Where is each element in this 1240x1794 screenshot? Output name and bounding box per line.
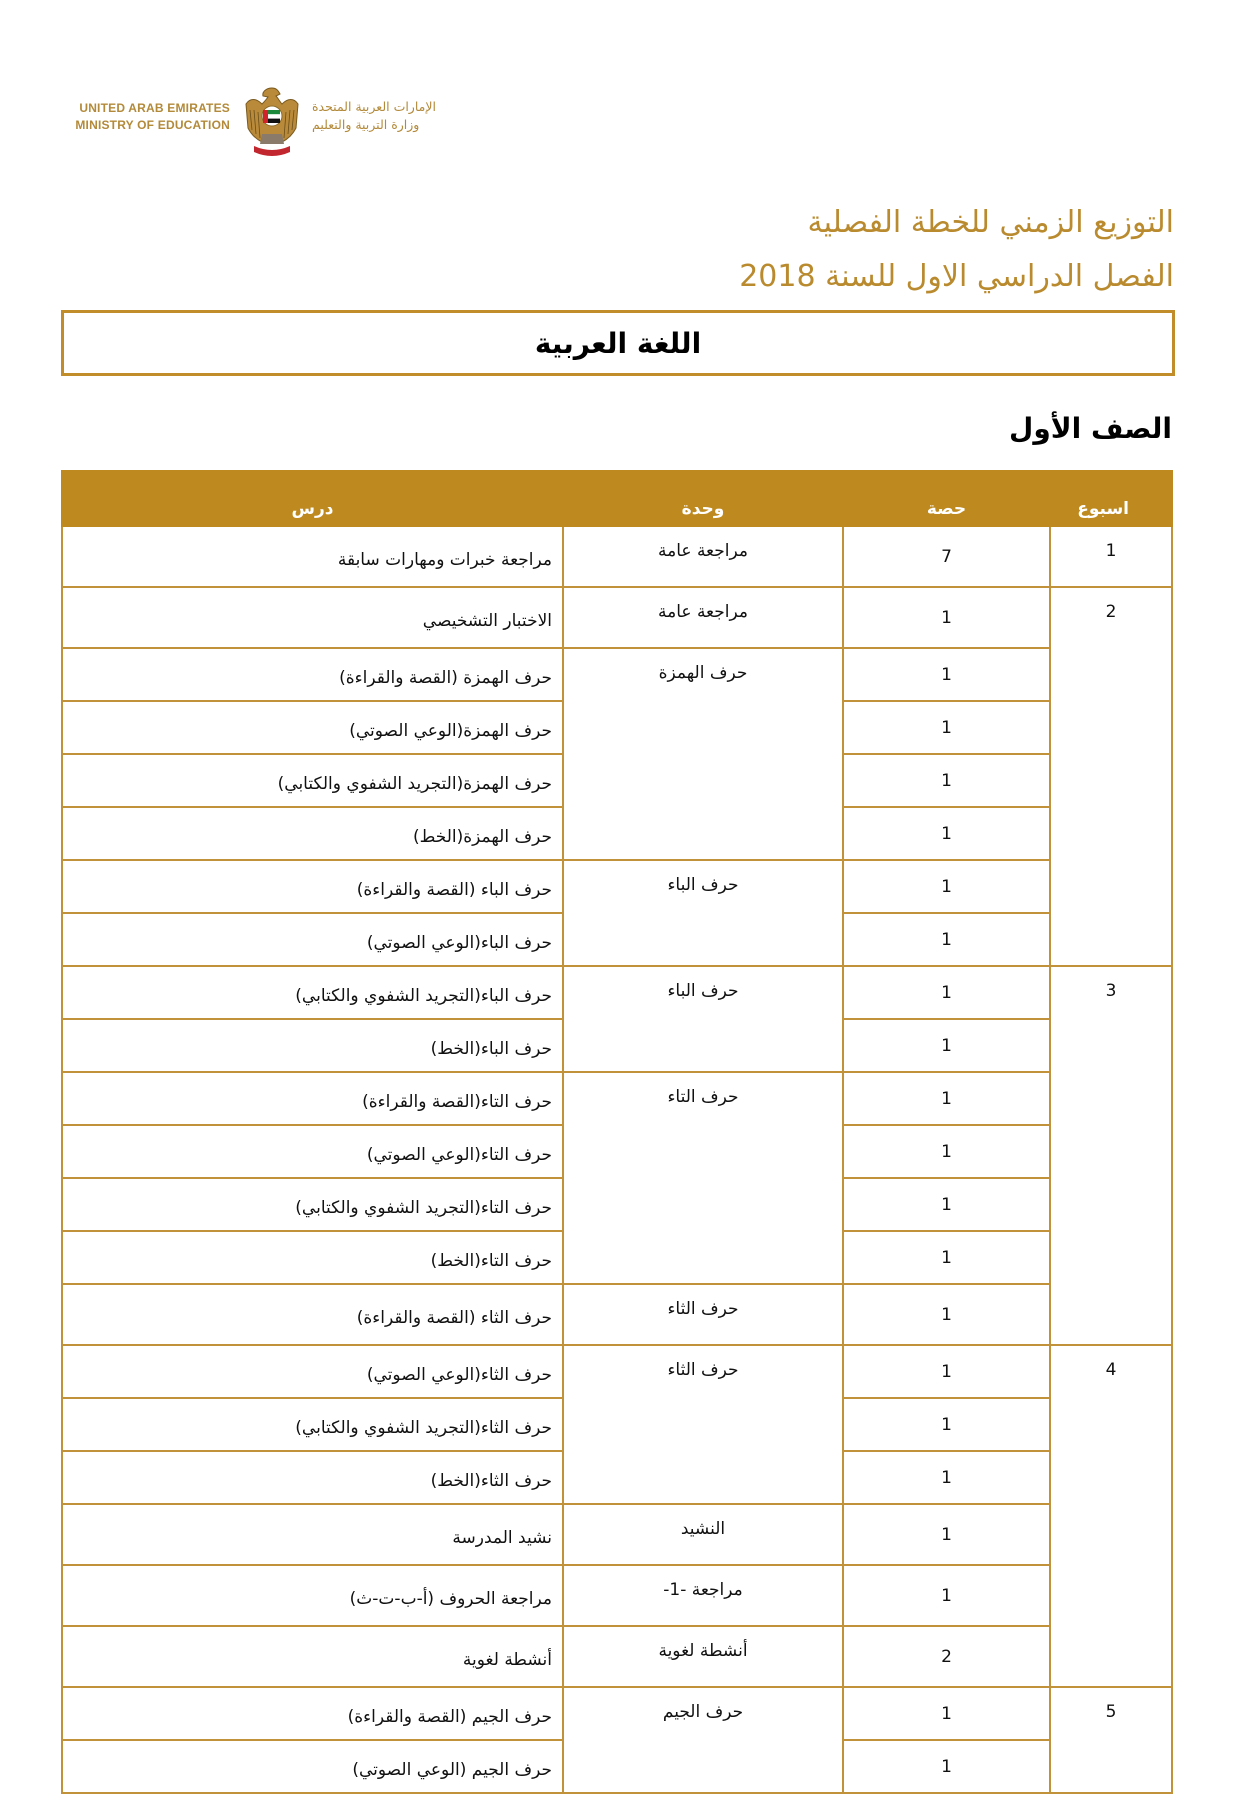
cell-unit: حرف الباء (563, 860, 843, 966)
cell-periods: 1 (843, 1398, 1050, 1451)
cell-periods: 1 (843, 1019, 1050, 1072)
ministry-name-en-line1: UNITED ARAB EMIRATES (79, 101, 230, 115)
cell-lesson: حرف الباء(الوعي الصوتي) (62, 913, 563, 966)
cell-lesson: حرف الهمزة(الخط) (62, 807, 563, 860)
cell-periods: 1 (843, 807, 1050, 860)
table-row (62, 526, 1172, 587)
subject-box (61, 310, 1175, 376)
cell-periods: 1 (843, 754, 1050, 807)
cell-periods: 1 (843, 1687, 1050, 1740)
cell-periods: 1 (843, 1740, 1050, 1793)
cell-lesson: حرف الثاء(الوعي الصوتي) (62, 1345, 563, 1398)
cell-lesson: حرف الثاء (القصة والقراءة) (62, 1284, 563, 1345)
cell-periods: 1 (843, 701, 1050, 754)
cell-periods: 1 (843, 913, 1050, 966)
cell-periods: 1 (843, 1504, 1050, 1565)
cell-lesson: مراجعة الحروف (أ-ب-ت-ث) (62, 1565, 563, 1626)
cell-week: 5 (1050, 1687, 1172, 1793)
plan-title (739, 196, 1174, 304)
cell-lesson: حرف الجيم (الوعي الصوتي) (62, 1740, 563, 1793)
cell-lesson: حرف التاء(الخط) (62, 1231, 563, 1284)
header-periods: حصة (843, 471, 1050, 526)
table-row (62, 1687, 1172, 1740)
ministry-name-ar-line2: وزارة التربية والتعليم (312, 117, 420, 132)
cell-unit: حرف الباء (563, 966, 843, 1072)
cell-week: 4 (1050, 1345, 1172, 1687)
cell-periods: 1 (843, 1125, 1050, 1178)
cell-periods: 1 (843, 1178, 1050, 1231)
plan-title-line1: التوزيع الزمني للخطة الفصلية (807, 205, 1174, 240)
table-body (62, 526, 1172, 1793)
cell-periods: 1 (843, 1231, 1050, 1284)
cell-unit: مراجعة -1- (563, 1565, 843, 1626)
cell-lesson: أنشطة لغوية (62, 1626, 563, 1687)
cell-week: 2 (1050, 587, 1172, 966)
table-row (62, 1284, 1172, 1345)
header-unit: وحدة (563, 471, 843, 526)
cell-lesson: نشيد المدرسة (62, 1504, 563, 1565)
plan-table (61, 470, 1173, 1794)
table-row (62, 587, 1172, 648)
cell-lesson: حرف التاء(الوعي الصوتي) (62, 1125, 563, 1178)
cell-unit: حرف الجيم (563, 1687, 843, 1793)
cell-periods: 1 (843, 1345, 1050, 1398)
cell-unit: مراجعة عامة (563, 587, 843, 648)
cell-periods: 1 (843, 1565, 1050, 1626)
cell-lesson: حرف الباء(الخط) (62, 1019, 563, 1072)
cell-unit: النشيد (563, 1504, 843, 1565)
subject-title: اللغة العربية (534, 326, 702, 360)
cell-lesson: حرف الثاء(التجريد الشفوي والكتابي) (62, 1398, 563, 1451)
cell-lesson: حرف الهمزة(الوعي الصوتي) (62, 701, 563, 754)
cell-lesson: حرف الجيم (القصة والقراءة) (62, 1687, 563, 1740)
cell-periods: 7 (843, 526, 1050, 587)
cell-unit: حرف الثاء (563, 1345, 843, 1504)
ministry-logo-header (60, 84, 480, 164)
cell-lesson: حرف الهمزة (القصة والقراءة) (62, 648, 563, 701)
header-week: اسبوع (1050, 471, 1172, 526)
table-row (62, 860, 1172, 913)
cell-lesson: حرف التاء(القصة والقراءة) (62, 1072, 563, 1125)
cell-week: 1 (1050, 526, 1172, 587)
cell-lesson: حرف الباء (القصة والقراءة) (62, 860, 563, 913)
grade-title: الصف الأول (1009, 412, 1172, 445)
plan-title-line2: الفصل الدراسي الاول للسنة 2018 (739, 259, 1174, 294)
ministry-name-ar-line1: الإمارات العربية المتحدة (312, 99, 436, 114)
ministry-name-arabic (312, 98, 492, 134)
table-header-row (62, 471, 1172, 526)
cell-periods: 1 (843, 1072, 1050, 1125)
table-row (62, 1565, 1172, 1626)
cell-lesson: حرف الثاء(الخط) (62, 1451, 563, 1504)
cell-unit: حرف الثاء (563, 1284, 843, 1345)
cell-unit: حرف الهمزة (563, 648, 843, 860)
table-row (62, 1072, 1172, 1125)
cell-week: 3 (1050, 966, 1172, 1345)
ministry-name-en-line2: MINISTRY OF EDUCATION (75, 118, 230, 132)
cell-periods: 2 (843, 1626, 1050, 1687)
cell-lesson: الاختبار التشخيصي (62, 587, 563, 648)
table-row (62, 966, 1172, 1019)
cell-periods: 1 (843, 966, 1050, 1019)
cell-unit: أنشطة لغوية (563, 1626, 843, 1687)
cell-unit: حرف التاء (563, 1072, 843, 1284)
table-row (62, 1345, 1172, 1398)
cell-periods: 1 (843, 1451, 1050, 1504)
cell-lesson: مراجعة خبرات ومهارات سابقة (62, 526, 563, 587)
cell-unit: مراجعة عامة (563, 526, 843, 587)
cell-lesson: حرف التاء(التجريد الشفوي والكتابي) (62, 1178, 563, 1231)
cell-lesson: حرف الهمزة(التجريد الشفوي والكتابي) (62, 754, 563, 807)
cell-periods: 1 (843, 860, 1050, 913)
table-row (62, 1626, 1172, 1687)
table-row (62, 648, 1172, 701)
header-lesson: درس (62, 471, 563, 526)
table-row (62, 1504, 1172, 1565)
cell-periods: 1 (843, 587, 1050, 648)
ministry-name-english (60, 100, 230, 134)
cell-periods: 1 (843, 1284, 1050, 1345)
uae-emblem-icon (242, 84, 302, 162)
cell-periods: 1 (843, 648, 1050, 701)
cell-lesson: حرف الباء(التجريد الشفوي والكتابي) (62, 966, 563, 1019)
